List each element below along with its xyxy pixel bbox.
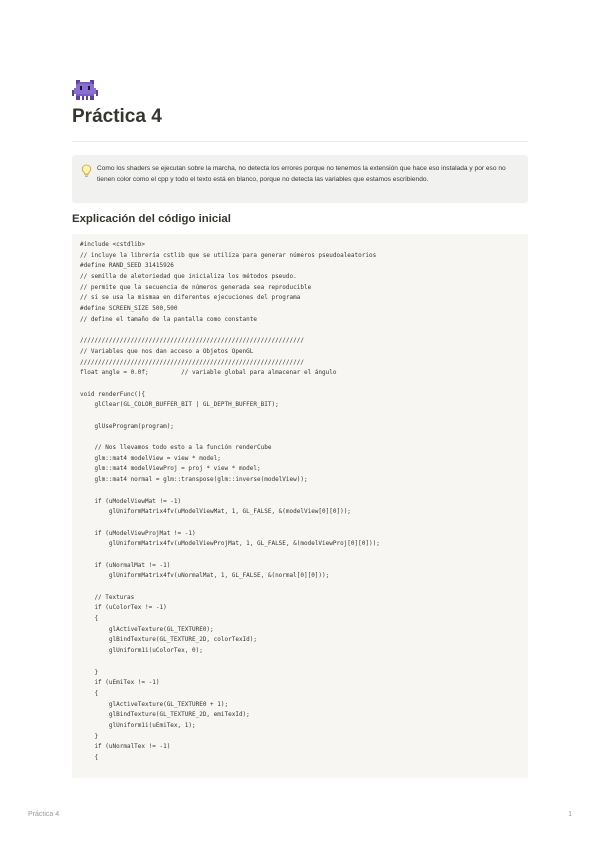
code-line: { [80, 754, 99, 761]
code-line [80, 379, 380, 390]
footer-title: Práctica 4 [28, 811, 60, 818]
code-line: } [80, 668, 99, 676]
code-line: glm::mat4 modelViewProj = proj * view * model; [80, 465, 261, 473]
code-line: glClear(GL_COLOR_BUFFER_BIT | GL_DEPTH_BUFFER_BIT); [80, 401, 279, 409]
code-line: glActiveTexture(GL_TEXTURE0 + 1); [80, 700, 229, 708]
code-line: if (uNormalTex != -1) [80, 743, 171, 751]
page-title: Práctica 4 [72, 106, 162, 127]
code-line: #define SCREEN_SIZE 500,500 [80, 305, 178, 313]
code-line: if (uModelViewProjMat != -1) [80, 529, 196, 537]
code-line [80, 411, 380, 422]
code-line: glUniformMatrix4fv(uModelViewMat, 1, GL_FALSE, &(modelView[0][0])); [80, 508, 351, 516]
code-line: glm::mat4 normal = glm::transpose(glm::inverse(modelView)); [80, 476, 308, 484]
code-line: if (uModelViewMat != -1) [80, 497, 182, 505]
code-line: if (uColorTex != -1) [80, 604, 167, 612]
code-line: // si se usa la mismaa en diferentes ejecuciones del programa [80, 294, 301, 302]
code-line [80, 432, 380, 443]
code-line: glUseProgram(program); [80, 422, 174, 430]
code-line: glBindTexture(GL_TEXTURE_2D, colorTexId); [80, 636, 258, 644]
code-line: float angle = 0.0f; // variable global para almacenar el ángulo [80, 369, 337, 377]
code-line: #define RAND_SEED 31415926 [80, 262, 174, 270]
section-heading: Explicación del código inicial [72, 213, 231, 225]
code-line: // incluye la librería cstlib que se utiliza para generar números pseudoaleatorios [80, 251, 377, 259]
code-line: // semilla de aletoriedad que inicializa los métodos pseudo. [80, 273, 297, 281]
code-line [80, 486, 380, 497]
pixel-alien-icon [72, 78, 98, 104]
code-line [80, 326, 380, 337]
lightbulb-icon [81, 164, 92, 178]
code-line [80, 550, 380, 561]
code-line: glUniformMatrix4fv(uNormalMat, 1, GL_FALSE, &(normal[0][0])); [80, 572, 330, 580]
code-line: ////////////////////////////////////////////////////////////// [80, 337, 304, 345]
code-line: // Nos llevamos todo esto a la función renderCube [80, 444, 272, 452]
code-line: glUniformMatrix4fv(uModelViewProjMat, 1, GL_FALSE, &(modelViewProj[0][0])); [80, 540, 380, 548]
code-line: #include <cstdlib> [80, 241, 146, 248]
title-divider [72, 141, 528, 142]
code-line: glBindTexture(GL_TEXTURE_2D, emiTexId); [80, 711, 250, 719]
code-line [80, 518, 380, 529]
code-line: { [80, 615, 99, 623]
code-line: glActiveTexture(GL_TEXTURE0); [80, 625, 214, 633]
code-line: } [80, 732, 99, 740]
code-block [72, 234, 528, 778]
code-line: // define el tamaño de la pantalla como constante [80, 315, 258, 323]
code-line: // Variables que nos dan acceso a Objetos OpenGL [80, 347, 254, 355]
code-line: { [80, 689, 99, 697]
code-lines [80, 240, 380, 764]
footer-page-number: 1 [568, 811, 572, 818]
code-line: glUniform1i(uColorTex, 0); [80, 647, 203, 655]
code-line [80, 582, 380, 593]
code-line: glm::mat4 modelView = view * model; [80, 454, 221, 462]
code-line: glUniform1i(uEmiTex, 1); [80, 721, 196, 729]
code-line: // Texturas [80, 593, 135, 601]
code-line: void renderFunc(){ [80, 390, 146, 398]
code-line: ////////////////////////////////////////////////////////////// [80, 358, 304, 366]
callout-box [72, 155, 528, 203]
callout-text: Como los shaders se ejecutan sobre la marcha, no detecta los errores porque no tenemos la extensión que hace eso instalada y por eso no tienen color como el cpp y todo el texto está en blanco, porque no detecta las variables que estamos escribiendo. [97, 165, 506, 183]
code-line: if (uEmiTex != -1) [80, 679, 160, 687]
code-line: // permite que la secuencia de números generada sea reproducible [80, 283, 312, 291]
code-line: if (uNormalMat != -1) [80, 561, 171, 569]
code-line [80, 657, 380, 668]
